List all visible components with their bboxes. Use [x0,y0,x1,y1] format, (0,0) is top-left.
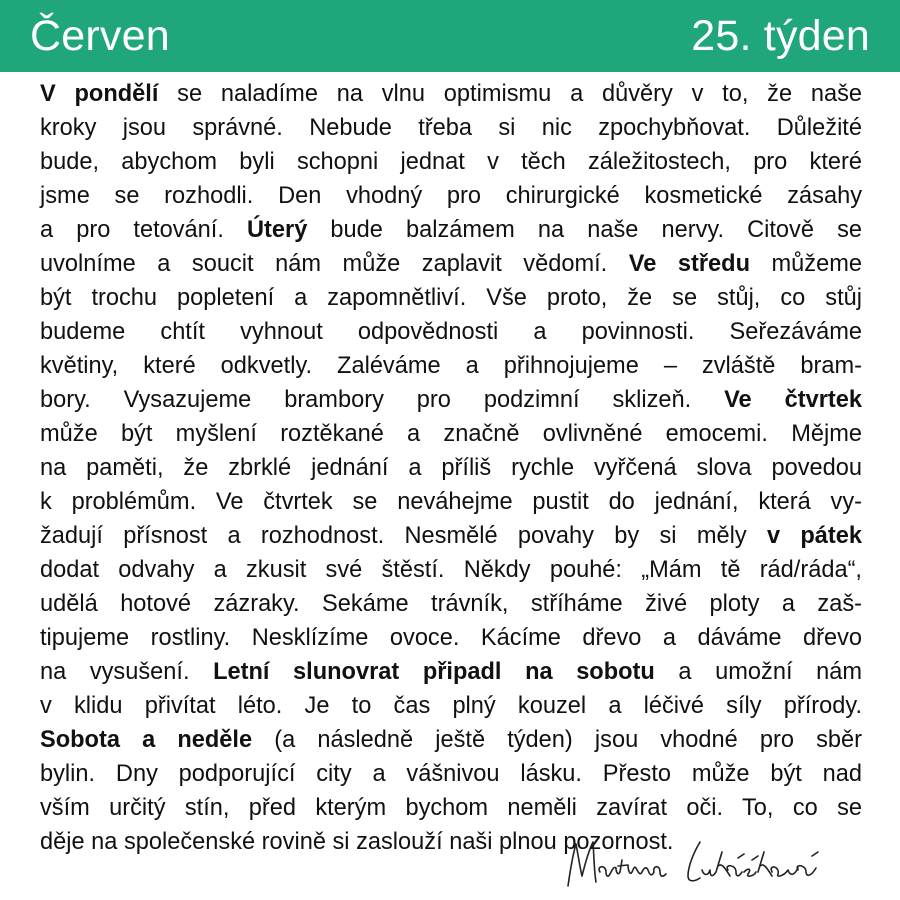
text-line [40,587,862,621]
author-signature [560,832,880,894]
text-run: (a následně ještě týden) jsou vhodné pro sběr [252,727,862,753]
text-run: bude, abychom byli schopni jednat v těch záležitostech, pro které [40,149,862,175]
text-run: uvolníme a soucit nám může zaplavit vědomí. [40,251,629,277]
text-line [40,655,862,689]
text-line [40,77,862,111]
text-run: budeme chtít vyhnout odpovědnosti a povinnosti. Seřezáváme [40,319,862,345]
text-run: děje na společenské rovině si zaslouží naši plnou pozornost. [40,829,674,855]
text-line [40,689,862,723]
month-title: Červen [30,11,170,60]
text-line [40,349,862,383]
text-run: kroky jsou správné. Nebude třeba si nic zpochybňovat. Důležité [40,115,862,141]
bold-phrase: Letní slunovrat připadl na sobotu [213,659,655,685]
text-run: bylin. Dny podporující city a vášnivou lásku. Přesto může být nad [40,761,862,787]
text-run: na paměti, že zbrklé jednání a příliš rychle vyřčená slova povedou [40,455,862,481]
text-run: bude balzámem na naše nervy. Citově se [307,217,862,243]
bold-phrase: V pondělí [40,81,159,107]
text-run: na vysušení. [40,659,214,685]
text-run: dodat odvahy a zkusit své štěstí. Někdy pouhé: „Mám tě rád/ráda“, [40,557,862,583]
text-line [40,281,862,315]
text-run: žadují přísnost a rozhodnost. Nesmělé povahy by si měly [40,523,767,549]
text-line [40,757,862,791]
week-title: 25. týden [691,11,870,60]
text-line [40,553,862,587]
text-line [40,213,862,247]
text-run: květiny, které odkvetly. Zaléváme a přihnojujeme – zvláště bram- [40,353,862,379]
bold-phrase: Úterý [247,217,308,243]
text-run: a pro tetování. [40,217,247,243]
text-run: můžeme [749,251,862,277]
text-run: může být myšlení roztěkané a značně ovlivněné emocemi. Mějme [40,421,862,447]
text-run: a umožní nám [654,659,862,685]
text-line [40,179,862,213]
text-line [40,451,862,485]
text-line [40,145,862,179]
text-run: se naladíme na vlnu optimismu a důvěry v to, že naše [158,81,863,107]
text-line [40,791,862,825]
text-run: vším určitý stín, před kterým bychom neměli zavírat oči. To, co se [40,795,862,821]
header-bar [0,0,900,72]
text-line [40,621,862,655]
text-line [40,723,862,757]
text-run: tipujeme rostliny. Nesklízíme ovoce. Kácíme dřevo a dáváme dřevo [40,625,862,651]
text-run: udělá hotové zázraky. Sekáme trávník, stříháme živé ploty a zaš- [40,591,862,617]
horoscope-text [40,77,862,859]
text-line [40,519,862,553]
bold-phrase: Ve středu [628,251,750,277]
bold-phrase: Sobota a neděle [40,727,253,753]
text-line [40,247,862,281]
text-line [40,417,862,451]
text-line [40,315,862,349]
text-run: být trochu popletení a zapomnětliví. Vše proto, že se stůj, co stůj [40,285,862,311]
text-line [40,383,862,417]
text-run: jsme se rozhodli. Den vhodný pro chirurgické kosmetické zásahy [40,183,862,209]
bold-phrase: Ve čtvrtek [724,387,863,413]
text-run: bory. Vysazujeme brambory pro podzimní sklizeň. [40,387,725,413]
text-run: k problémům. Ve čtvrtek se neváhejme pustit do jednání, která vy- [40,489,862,515]
text-line [40,485,862,519]
text-run: v klidu přivítat léto. Je to čas plný kouzel a léčivé síly přírody. [40,693,862,719]
text-line [40,111,862,145]
bold-phrase: v pátek [766,523,862,549]
